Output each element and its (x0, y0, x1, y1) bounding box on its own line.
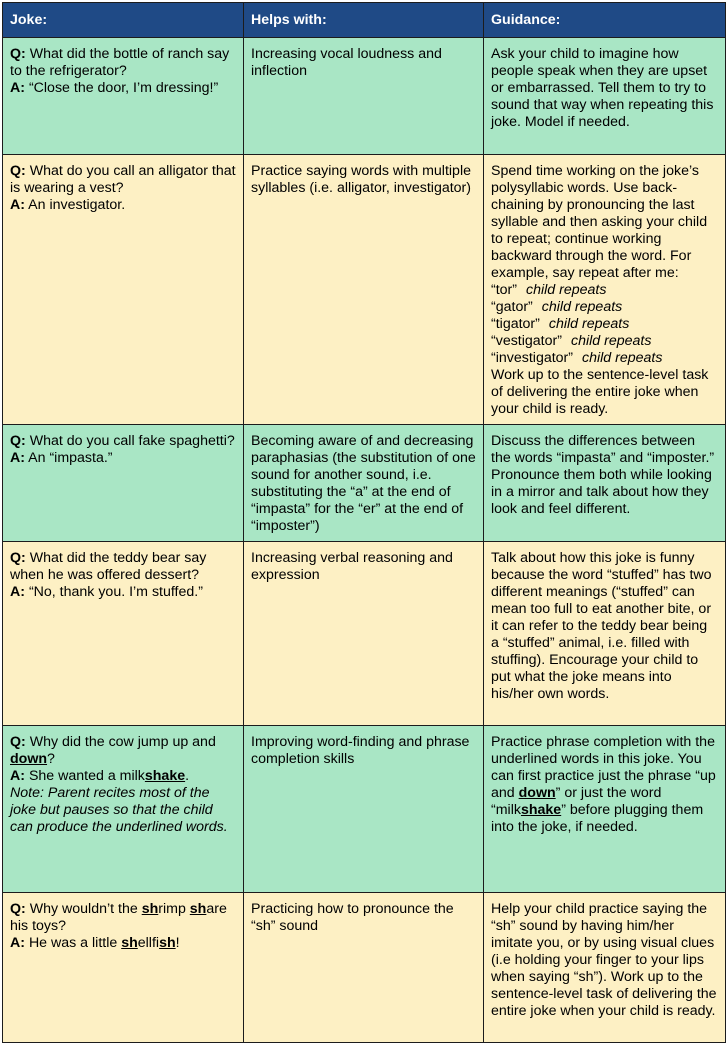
step-line: “vestigator” child repeats (491, 333, 652, 349)
joke-question: Q: What did the bottle of ranch say to the refrigerator? (10, 46, 230, 79)
joke-question: Q: Why wouldn’t the shrimp share his toys? (10, 901, 227, 934)
joke-cell (3, 38, 244, 155)
helps-cell: Practice saying words with multiple syllables (i.e. alligator, investigator) (244, 155, 484, 425)
header-helps-with: Helps with: (244, 3, 484, 38)
joke-cell (3, 893, 244, 1043)
table-row (3, 155, 726, 425)
underlined-word: down (10, 751, 48, 767)
table-row (3, 425, 726, 542)
joke-cell (3, 425, 244, 542)
helps-cell: Becoming aware of and decreasing paraphasias (the substitution of one sound for another sound, i.e. substituting the “a” at the end of “impasta” for the “er” at the end of “imposter”) (244, 425, 484, 542)
guidance-cell (484, 155, 726, 425)
step-line: “tigator” child repeats (491, 316, 630, 332)
underlined-word: shake (520, 802, 562, 818)
joke-cell (3, 542, 244, 726)
guidance-cell: Help your child practice saying the “sh” sound by having him/her imitate you, or by using visual clues (i.e holding your finger to your lips when saying “sh”). Work up to the sentence-level task of delivering the entire joke when your child is ready. (484, 893, 726, 1043)
underlined-word: sh (189, 901, 207, 917)
helps-cell: Increasing vocal loudness and inflection (244, 38, 484, 155)
header-joke: Joke: (3, 3, 244, 38)
header-guidance: Guidance: (484, 3, 726, 38)
helps-cell: Improving word-finding and phrase completion skills (244, 726, 484, 893)
table-row (3, 893, 726, 1043)
table-row (3, 38, 726, 155)
joke-answer: A: He was a little shellfish! (10, 935, 180, 951)
underlined-word: sh (159, 935, 176, 951)
joke-question: Q: Why did the cow jump up and down? (10, 734, 216, 767)
joke-answer: A: “Close the door, I’m dressing!” (10, 80, 219, 96)
guidance-cell: Discuss the differences between the words “impasta” and “imposter.” Pronounce them both while looking in a mirror and talk about how they look and feel different. (484, 425, 726, 542)
header-row (3, 3, 726, 38)
table-row (3, 542, 726, 726)
underlined-word: sh (141, 901, 159, 917)
helps-cell: Practicing how to pronounce the “sh” sound (244, 893, 484, 1043)
jokes-table (2, 2, 726, 1043)
step-line: “tor” child repeats (491, 282, 607, 298)
helps-cell: Increasing verbal reasoning and expression (244, 542, 484, 726)
joke-cell (3, 155, 244, 425)
guidance-intro: Spend time working on the joke’s polysyllabic words. Use back-chaining by pronouncing the last syllable and then asking your child to repeat; continue working backward through the word. For example, say repeat after me: (491, 163, 708, 281)
joke-answer: A: She wanted a milkshake. (10, 768, 190, 784)
joke-question: Q: What do you call fake spaghetti? (10, 433, 235, 449)
joke-cell (3, 726, 244, 893)
underlined-word: down (518, 785, 556, 801)
joke-answer: A: An investigator. (10, 197, 126, 213)
guidance-cell: Ask your child to imagine how people speak when they are upset or embarrassed. Tell them to try to sound that way when repeating this joke. Model if needed. (484, 38, 726, 155)
joke-question: Q: What do you call an alligator that is wearing a vest? (10, 163, 236, 196)
guidance-cell: Practice phrase completion with the underlined words in this joke. You can first practice just the phrase “up and down” or just the word “milkshake” before plugging them into the joke, if needed. (484, 726, 726, 893)
table-row (3, 726, 726, 893)
parent-note: Note: Parent recites most of the joke but pauses so that the child can produce the underlined words. (10, 785, 228, 835)
guidance-outro: Work up to the sentence-level task of delivering the entire joke when your child is ready. (491, 367, 709, 417)
joke-question: Q: What did the teddy bear say when he was offered dessert? (10, 550, 207, 583)
underlined-word: shake (144, 768, 186, 784)
guidance-cell: Talk about how this joke is funny because the word “stuffed” has two different meanings (“stuffed” can mean too full to eat another bite, or it can refer to the teddy bear being a “stuffed” animal, i.e. filled with stuffing). Encourage your child to put what the joke means into his/her own words. (484, 542, 726, 726)
joke-answer: A: An “impasta.” (10, 450, 113, 466)
step-line: “investigator” child repeats (491, 350, 663, 366)
underlined-word: sh (121, 935, 138, 951)
joke-answer: A: “No, thank you. I’m stuffed.” (10, 584, 203, 600)
step-line: “gator” child repeats (491, 299, 623, 315)
